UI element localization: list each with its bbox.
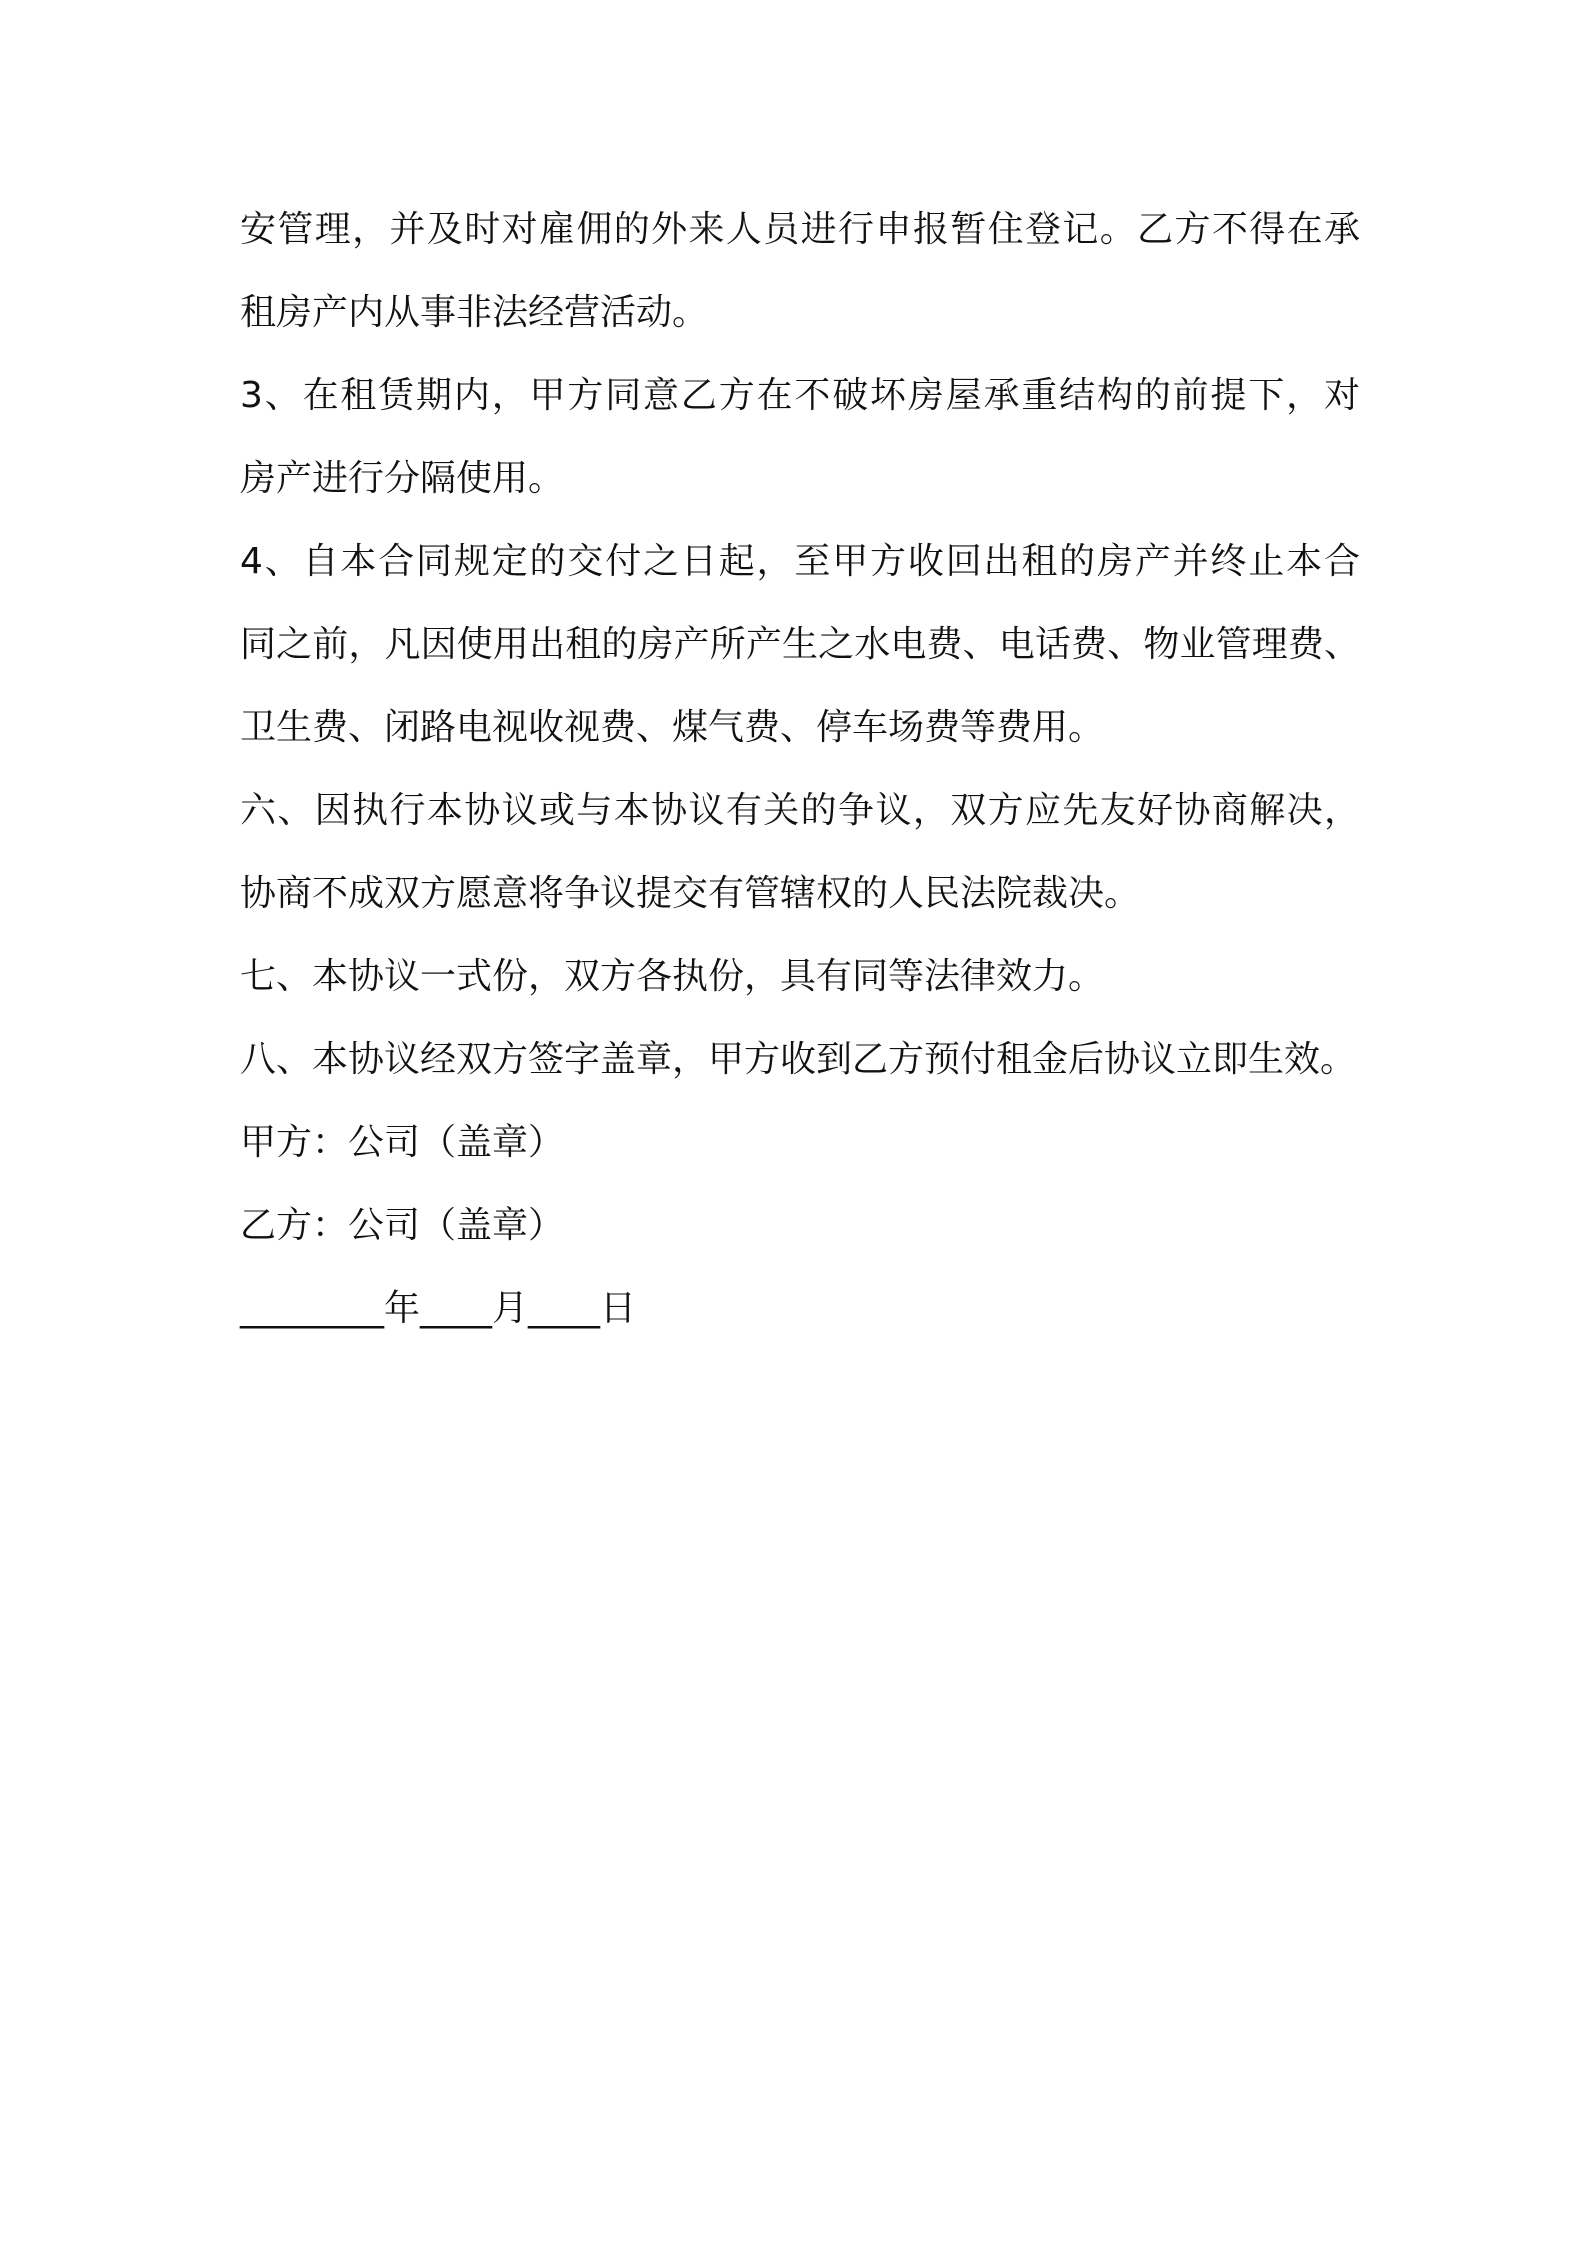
document-body: [240, 200, 1360, 1362]
clause-6-line-2: 协商不成双方愿意将争议提交有管辖权的人民法院裁决。: [240, 873, 1141, 914]
paragraph-line: 租房产内从事非法经营活动。: [240, 292, 709, 333]
clause-6-line-1: 六、因执行本协议或与本协议有关的争议，双方应先友好协商解决，: [240, 790, 1360, 831]
clause-4-line-3: 卫生费、闭路电视收视费、煤气费、停车场费等费用。: [240, 707, 1105, 748]
clause-3-line-1: 3、在租赁期内，甲方同意乙方在不破坏房屋承重结构的前提下，对: [240, 375, 1360, 416]
clause-7: 七、本协议一式份，双方各执份，具有同等法律效力。: [240, 956, 1105, 997]
party-b-signature: 乙方：公司（盖章）: [240, 1205, 565, 1246]
signing-date: ________年____月____日: [240, 1288, 636, 1329]
paragraph-line: 安管理，并及时对雇佣的外来人员进行申报暂住登记。乙方不得在承: [240, 209, 1360, 250]
clause-3-line-2: 房产进行分隔使用。: [240, 458, 565, 499]
clause-4-line-1: 4、自本合同规定的交付之日起，至甲方收回出租的房产并终止本合: [240, 541, 1360, 582]
party-a-signature: 甲方：公司（盖章）: [240, 1122, 565, 1163]
clause-8: 八、本协议经双方签字盖章，甲方收到乙方预付租金后协议立即生效。: [240, 1039, 1357, 1080]
clause-4-line-2: 同之前，凡因使用出租的房产所产生之水电费、电话费、物业管理费、: [240, 624, 1360, 665]
